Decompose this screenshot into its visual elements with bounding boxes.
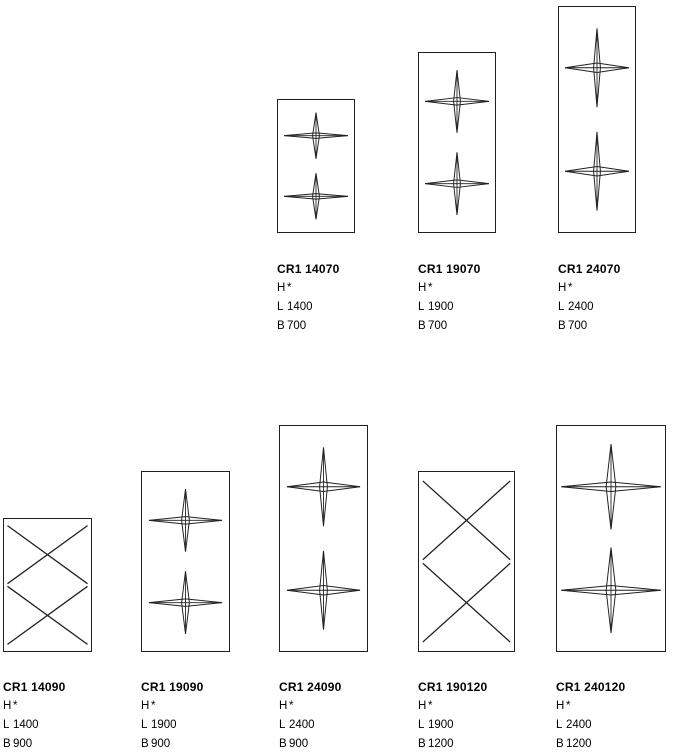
height-label: H [418,700,427,712]
product-caption [418,260,481,336]
length-value: 1400 [287,301,313,313]
spec-row-width [141,735,204,754]
height-label: H [279,700,288,712]
height-value: * [566,700,571,712]
width-value: 700 [568,320,588,332]
width-label: B [277,320,285,332]
length-label: L [279,719,286,731]
width-value: 900 [13,738,33,750]
spec-row-height [279,697,342,716]
product-code: CR1 24070 [558,262,621,276]
height-label: H [277,282,286,294]
spec-row-width [279,735,342,754]
spec-row-height [3,697,66,716]
product-code: CR1 19070 [418,262,481,276]
spec-row-width [556,735,625,754]
product-caption [277,260,340,336]
height-value: * [428,282,433,294]
product-code: CR1 190120 [418,680,488,694]
length-value: 1900 [151,719,177,731]
length-value: 1900 [428,719,454,731]
length-label: L [418,301,425,313]
length-label: L [558,301,565,313]
product-panel [418,52,496,233]
product-panel [279,425,368,652]
length-value: 1900 [428,301,454,313]
length-label: L [277,301,284,313]
length-label: L [418,719,425,731]
width-label: B [418,320,426,332]
product-caption [418,678,487,754]
height-value: * [151,700,156,712]
width-label: B [141,738,149,750]
product-panel [277,99,355,233]
spec-row-length [556,716,625,735]
width-value: 700 [428,320,448,332]
length-value: 1400 [13,719,39,731]
spec-row-width [277,317,340,336]
height-label: H [556,700,565,712]
spec-row-length [418,298,481,317]
width-value: 1200 [566,738,592,750]
height-value: * [13,700,18,712]
length-label: L [141,719,148,731]
product-code: CR1 24090 [279,680,342,694]
spec-row-width [558,317,621,336]
width-label: B [418,738,426,750]
spec-row-length [418,716,487,735]
spec-row-width [3,735,66,754]
product-panel [3,518,92,652]
product-caption [558,260,621,336]
spec-row-length [279,716,342,735]
spec-row-height [141,697,204,716]
product-code: CR1 19090 [141,680,204,694]
product-caption [279,678,342,754]
product-caption [141,678,204,754]
product-code: CR1 240120 [556,680,626,694]
length-value: 2400 [289,719,315,731]
product-panel [418,471,515,652]
width-label: B [558,320,566,332]
spec-row-length [141,716,204,735]
height-label: H [418,282,427,294]
length-label: L [556,719,563,731]
width-label: B [279,738,287,750]
height-label: H [3,700,12,712]
length-label: L [3,719,10,731]
spec-row-height [418,697,487,716]
spec-row-width [418,317,481,336]
spec-row-height [556,697,625,716]
spec-row-height [558,279,621,298]
height-value: * [287,282,292,294]
product-panel [558,6,636,233]
product-caption [3,678,66,754]
spec-row-length [558,298,621,317]
width-label: B [556,738,564,750]
product-code: CR1 14070 [277,262,340,276]
height-value: * [428,700,433,712]
spec-row-width [418,735,487,754]
product-panel [141,471,230,652]
height-value: * [289,700,294,712]
spec-row-length [277,298,340,317]
spec-row-length [3,716,66,735]
width-value: 900 [289,738,309,750]
width-value: 700 [287,320,307,332]
product-panel [556,425,666,652]
spec-row-height [277,279,340,298]
product-caption [556,678,625,754]
width-value: 900 [151,738,171,750]
width-label: B [3,738,11,750]
height-label: H [141,700,150,712]
height-label: H [558,282,567,294]
height-value: * [568,282,573,294]
product-code: CR1 14090 [3,680,66,694]
length-value: 2400 [568,301,594,313]
spec-row-height [418,279,481,298]
width-value: 1200 [428,738,454,750]
length-value: 2400 [566,719,592,731]
